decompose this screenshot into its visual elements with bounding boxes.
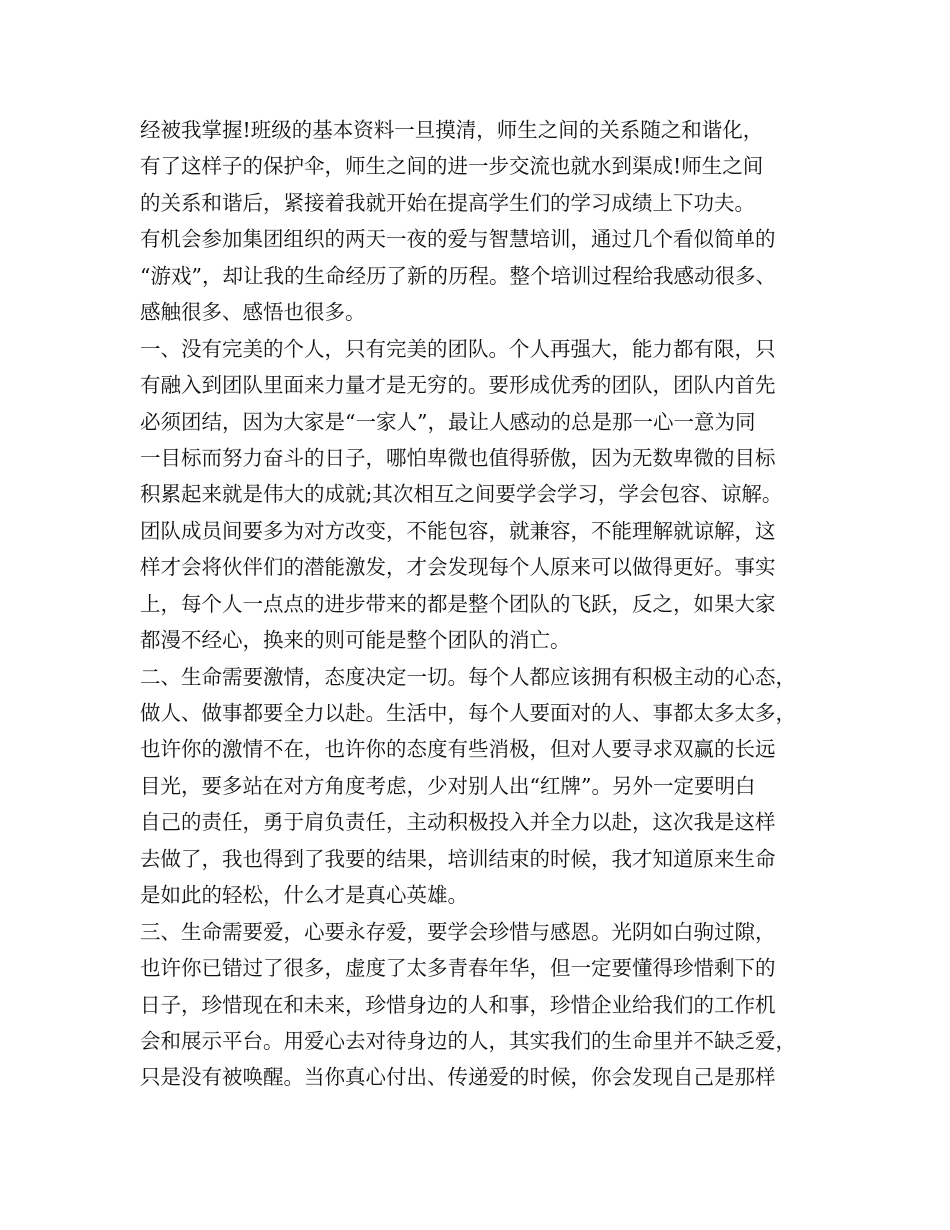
text-line: 都漫不经心，换来的则可能是整个团队的消亡。 <box>140 628 571 653</box>
text-line: 有融入到团队里面来力量才是无穷的。要形成优秀的团队，团队内首先 <box>140 373 776 398</box>
text-line: 自己的责任，勇于肩负责任，主动积极投入并全力以赴，这次我是这样 <box>140 810 776 835</box>
text-line: 样才会将伙伴们的潜能激发，才会发现每个人原来可以做得更好。事实 <box>140 555 776 580</box>
text-line: 经被我掌握!班级的基本资料一旦摸清，师生之间的关系随之和谐化， <box>140 118 764 142</box>
text-line: 会和展示平台。用爱心去对待身边的人，其实我们的生命里并不缺乏爱， <box>140 1028 796 1053</box>
text-line: 团队成员间要多为对方改变，不能包容，就兼容，不能理解就谅解，这 <box>140 518 776 543</box>
text-line: 的关系和谐后，紧接着我就开始在提高学生们的学习成绩上下功夫。 <box>140 190 755 215</box>
text-line: 一目标而努力奋斗的日子，哪怕卑微也值得骄傲，因为无数卑微的目标 <box>140 445 776 470</box>
text-line: 有了这样子的保护伞，师生之间的进一步交流也就水到渠成!师生之间 <box>140 154 764 179</box>
text-line: 感触很多、感悟也很多。 <box>140 300 366 325</box>
text-line: 目光，要多站在对方角度考虑，少对别人出“红牌”。另外一定要明白 <box>140 773 756 798</box>
text-line: 做人、做事都要全力以赴。生活中，每个人要面对的人、事都太多太多， <box>140 701 796 725</box>
text-line: 三、生命需要爱，心要永存爱，要学会珍惜与感恩。光阴如白驹过隙， <box>140 919 776 944</box>
text-line: “游戏”，却让我的生命经历了新的历程。整个培训过程给我感动很多、 <box>140 263 776 288</box>
text-line: 也许你已错过了很多，虚度了太多青春年华，但一定要懂得珍惜剩下的 <box>140 956 776 981</box>
document-body <box>140 112 830 1096</box>
text-line: 上，每个人一点点的进步带来的都是整个团队的飞跃，反之，如果大家 <box>140 591 776 616</box>
text-line: 有机会参加集团组织的两天一夜的爱与智慧培训，通过几个看似简单的 <box>140 227 776 252</box>
text-line: 去做了，我也得到了我要的结果，培训结束的时候，我才知道原来生命 <box>140 846 776 871</box>
text-line: 二、生命需要激情，态度决定一切。每个人都应该拥有积极主动的心态， <box>140 664 796 689</box>
text-line: 必须团结，因为大家是“一家人”，最让人感动的总是那一心一意为同 <box>140 409 756 434</box>
text-line: 是如此的轻松，什么才是真心英雄。 <box>140 883 468 908</box>
text-line: 日子，珍惜现在和未来，珍惜身边的人和事，珍惜企业给我们的工作机 <box>140 992 776 1017</box>
text-line: 也许你的激情不在，也许你的态度有些消极，但对人要寻求双赢的长远 <box>140 737 776 762</box>
text-line: 一、没有完美的个人，只有完美的团队。个人再强大，能力都有限，只 <box>140 336 776 361</box>
text-line: 积累起来就是伟大的成就;其次相互之间要学会学习，学会包容、谅解。 <box>140 482 783 507</box>
text-line: 只是没有被唤醒。当你真心付出、传递爱的时候，你会发现自己是那样 <box>140 1065 776 1090</box>
